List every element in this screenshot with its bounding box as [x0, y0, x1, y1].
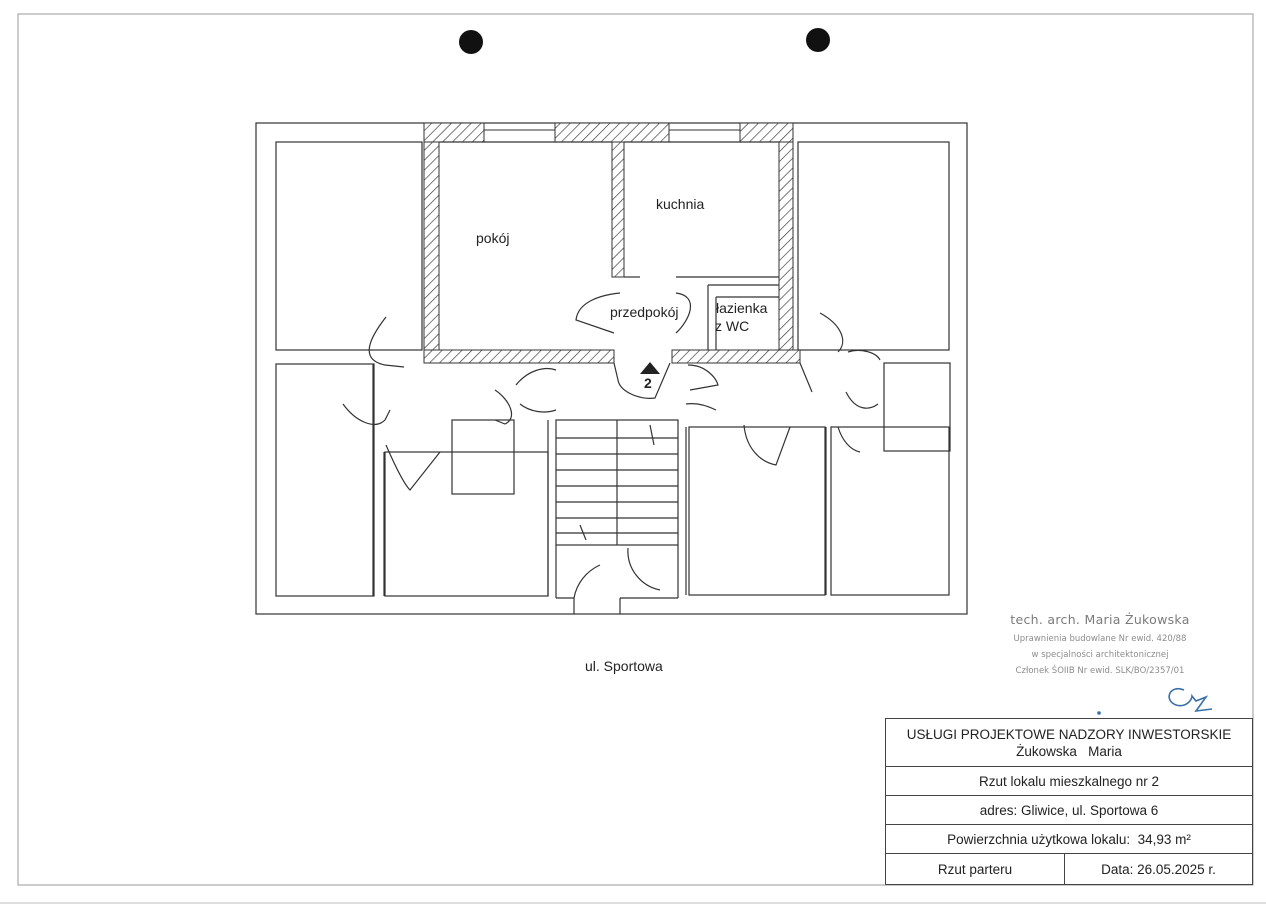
punch-hole-right: [806, 28, 830, 52]
stamp-name: tech. arch. Maria Żukowska: [1010, 612, 1190, 627]
title-block-header: [886, 719, 1252, 767]
stamp-line-3: Członek ŚOIIB Nr ewid. SLK/BO/2357/01: [1015, 666, 1185, 676]
stamp-line-2: w specjalności architektonicznej: [1031, 650, 1169, 660]
punch-hole-left: [459, 30, 483, 54]
usable-area: Powierzchnia użytkowa lokalu: 34,93 m²: [886, 825, 1252, 854]
room-label-wc: z WC: [715, 318, 750, 334]
room-label-przedpokoj: przedpokój: [610, 304, 679, 320]
owner-name: Żukowska Maria: [1016, 743, 1122, 759]
title-block-footer: [886, 854, 1252, 884]
room-label-lazienka: łazienka: [716, 300, 768, 316]
room-label-pokoj: pokój: [476, 230, 510, 246]
company-name: USŁUGI PROJEKTOWE NADZORY INWESTORSKIE: [906, 726, 1232, 742]
unit-number: 2: [644, 375, 652, 391]
signature: [1169, 689, 1212, 711]
address: adres: Gliwice, ul. Sportowa 6: [886, 796, 1252, 825]
floor-label: Rzut parteru: [886, 854, 1065, 884]
room-label-kuchnia: kuchnia: [656, 196, 705, 212]
unit-marker-triangle: [640, 362, 660, 374]
ink-dot: [1097, 711, 1101, 715]
stamp-line-1: Uprawnienia budowlane Nr ewid. 420/88: [1013, 634, 1187, 644]
architect-stamp: [990, 612, 1210, 679]
street-label: ul. Sportowa: [585, 658, 663, 674]
drawing-title: Rzut lokalu mieszkalnego nr 2: [886, 767, 1252, 796]
title-block: [885, 718, 1253, 885]
date-label: Data: 26.05.2025 r.: [1101, 861, 1216, 877]
